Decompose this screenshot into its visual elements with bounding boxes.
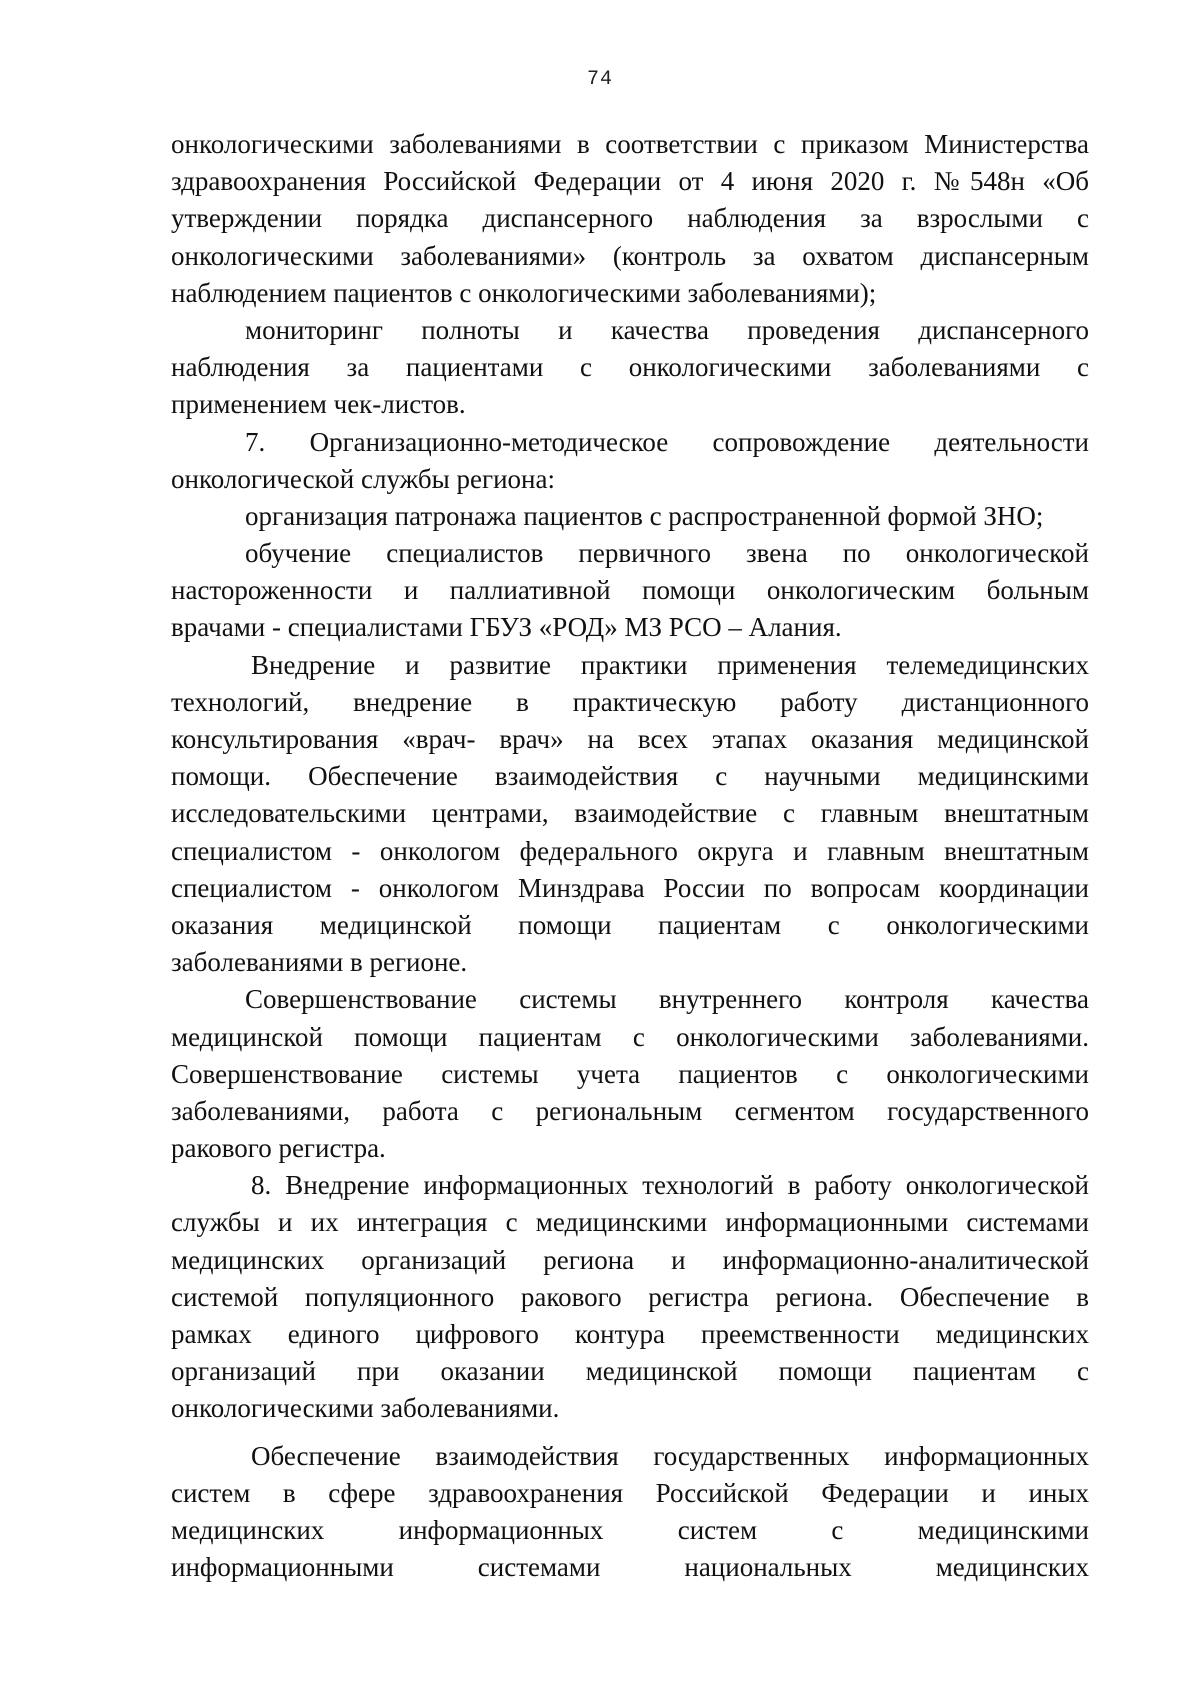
text-line: 7. Организационно-методическое сопровождение деятельности	[245, 426, 1089, 457]
text-line: обучение специалистов первичного звена по онкологической	[245, 538, 1089, 569]
text-line: медицинских организаций региона и информационно-аналитической	[171, 1244, 1089, 1275]
text-line: онкологической службы региона:	[171, 463, 555, 494]
text-line: мониторинг полноты и качества проведения диспансерного	[245, 314, 1089, 345]
text-line: медицинских информационных систем с медицинскими	[171, 1514, 1089, 1545]
text-line: специалистом - онкологом федерального округа и главным внештатным	[171, 835, 1089, 866]
text-line: ракового регистра.	[171, 1133, 386, 1164]
text-line: заболеваниями в регионе.	[171, 947, 468, 978]
page-number: 74	[586, 68, 613, 91]
text-line: Совершенствование системы учета пациентов с онкологическими	[171, 1058, 1089, 1089]
text-line: врачами - специалистами ГБУЗ «РОД» МЗ РСО – Алания.	[171, 612, 842, 643]
text-line: Обеспечение взаимодействия государственных информационных	[251, 1440, 1089, 1471]
text-line: наблюдения за пациентами с онкологическими заболеваниями с	[171, 352, 1089, 383]
text-line: рамках единого цифрового контура преемственности медицинских	[171, 1319, 1089, 1349]
text-line: исследовательскими центрами, взаимодействие с главным внештатным	[171, 798, 1089, 829]
text-line: консультирования «врач- врач» на всех этапах оказания медицинской	[171, 724, 1089, 754]
text-line: Внедрение и развитие практики применения телемедицинских	[251, 649, 1089, 680]
text-line: заболеваниями, работа с региональным сегментом государственного	[171, 1095, 1089, 1126]
text-line: наблюдением пациентов с онкологическими заболеваниями);	[171, 277, 877, 308]
text-line: настороженности и паллиативной помощи онкологическим больным	[171, 575, 1089, 606]
text-line: 8. Внедрение информационных технологий в работу онкологической	[251, 1170, 1089, 1201]
text-line: онкологическими заболеваниями.	[171, 1393, 560, 1424]
text-line: оказания медицинской помощи пациентам с онкологическими	[171, 909, 1089, 940]
text-line: помощи. Обеспечение взаимодействия с научными медицинскими	[171, 761, 1089, 792]
text-line: здравоохранения Российской Федерации от 4 июня 2020 г. №548н «Об	[171, 166, 1089, 197]
document-body	[171, 126, 1089, 1586]
text-line: информационными системами национальных медицинских	[171, 1552, 1089, 1583]
text-line: онкологическими заболеваниями» (контроль за охватом диспансерным	[171, 240, 1089, 271]
text-line: организаций при оказании медицинской помощи пациентам с	[171, 1356, 1089, 1387]
text-line: специалистом - онкологом Минздрава России по вопросам координации	[171, 872, 1089, 903]
text-line: технологий, внедрение в практическую работу дистанционного	[171, 686, 1089, 717]
text-line: систем в сфере здравоохранения Российской Федерации и иных	[171, 1477, 1089, 1508]
text-line: применением чек-листов.	[171, 389, 466, 420]
text-line: медицинской помощи пациентам с онкологическими заболеваниями.	[171, 1021, 1089, 1052]
paragraph-gap	[171, 1428, 1089, 1438]
text-line: Совершенствование системы внутреннего контроля качества	[245, 984, 1089, 1015]
text-line: онкологическими заболеваниями в соответствии с приказом Министерства	[171, 129, 1089, 159]
text-line: утверждении порядка диспансерного наблюдения за взрослыми с	[171, 203, 1089, 234]
text-line: организация патронажа пациентов с распространенной формой ЗНО;	[245, 500, 1044, 531]
text-line: системой популяционного ракового регистра региона. Обеспечение в	[171, 1281, 1089, 1312]
text-line: службы и их интеграция с медицинскими информационными системами	[171, 1207, 1089, 1238]
